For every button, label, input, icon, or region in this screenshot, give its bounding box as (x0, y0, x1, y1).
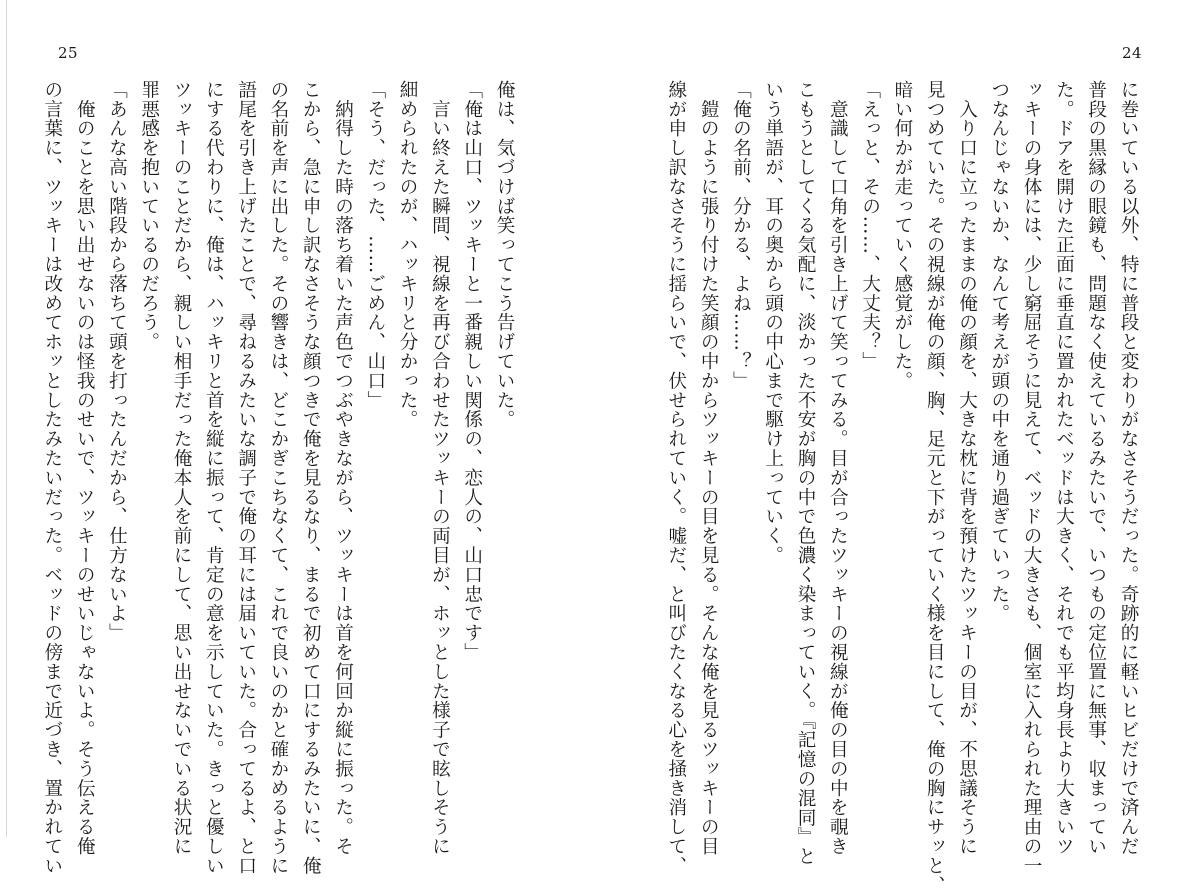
text-line: にする代わりに、俺は、ハッキリと首を縦に振って、肯定の意を示していた。きっと優しい (203, 80, 225, 876)
text-line: こから、急に申し訳なさそうな顔つきで俺を見るなり、まるで初めて口にするみたいに、俺 (300, 80, 322, 876)
text-line: いう単語が、耳の奥から頭の中心まで駆け上っていく。 (762, 80, 784, 565)
text-line: 意識して口角を引き上げて笑ってみる。目が合ったツッキーの視線が俺の目の中を覗き (827, 80, 849, 856)
page-number-right: 24 (1122, 44, 1143, 62)
text-line: 「俺は山口、ツッキーと一番親しい関係の、恋人の、山口忠です」 (461, 80, 483, 662)
text-line: 納得した時の落ち着いた声色でつぶやきながら、ツッキーは首を何回か縦に振った。そ (332, 80, 354, 856)
page-left-body (41, 80, 520, 876)
text-line: 「あんな高い階段から落ちて頭を打ったんだから、仕方ないよ」 (106, 80, 128, 643)
text-line: の言葉に、ツッキーは改めてホッとしたみたいだった。ベッドの傍まで近づき、置かれてい (41, 80, 63, 876)
page-right-body (665, 80, 1144, 895)
text-line: 語尾を引き上げたことで、尋ねるみたいな調子で俺の耳には届いていた。合ってるよ、と口 (235, 80, 257, 876)
text-line: 「俺の名前、分かる、よね……？」 (730, 80, 752, 391)
text-line: 罪悪感を抱いているのだろう。 (138, 80, 160, 352)
text-line: 見つめていた。その視線が俺の顔、胸、足元と下がっていく様を目にして、俺の胸にサッと、 (924, 80, 946, 895)
text-line: こもうとしてくる気配に、淡かった不安が胸の中で色濃く染まっていく。『記憶の混同』と (795, 80, 817, 867)
page-edge-divider (6, 0, 7, 837)
text-line: 言い終えた瞬間、視線を再び合わせたツッキーの両目が、ホッとした様子で眩しそうに (429, 80, 451, 856)
text-line: た。ドアを開けた正面に垂直に置かれたベッドは大きく、それでも平均身長より大きいツ (1053, 80, 1075, 856)
text-line: 入り口に立ったままの俺の顔を、大きな枕に背を預けたツッキーの目が、不思議そうに (956, 80, 978, 856)
text-line: 「えっと、その……、大丈夫？」 (859, 80, 881, 371)
text-line: つなんじゃないか、なんて考えが頭の中を通り過ぎていった。 (988, 80, 1010, 624)
text-line: 「そう、だった、……ごめん、山口」 (364, 80, 386, 410)
text-line: の名前を声に出した。その響きは、どこかぎこちなくて、これで良いのかと確かめるように (267, 80, 289, 876)
text-line: 暗い何かが走っていく感覚がした。 (891, 80, 913, 391)
text-line: ッキーの身体には、少し窮屈そうに見えて、ベッドの大きさも、個室に入れられた理由の一 (1021, 80, 1043, 876)
text-line: 鎧のように張り付けた笑顔の中からツッキーの目を見る。そんな俺を見るツッキーの目 (698, 80, 720, 856)
text-line: 細められたのが、ハッキリと分かった。 (397, 80, 419, 430)
text-line: 俺は、気づけば笑ってこう告げていた。 (494, 80, 515, 430)
text-line: 線が申し訳なさそうに揺らいで、伏せられていく。嘘だ、と叫びたくなる心を掻き消して、 (665, 80, 687, 876)
page-number-left: 25 (58, 44, 79, 62)
text-line: 俺のことを思い出せないのは怪我のせいで、ツッキーのせいじゃないよ。そう伝える俺 (74, 80, 96, 856)
text-line: ツッキーのことだから、親しい相手だった俺本人を前にして、思い出せないでいる状況に (171, 80, 193, 856)
text-line: に巻いている以外、特に普段と変わりがなさそうだった。奇跡的に軽いヒビだけで済んだ (1118, 80, 1139, 856)
text-line: 普段の黒縁の眼鏡も、問題なく使えているみたいで、いつもの定位置に無事、収まってい (1085, 80, 1107, 856)
